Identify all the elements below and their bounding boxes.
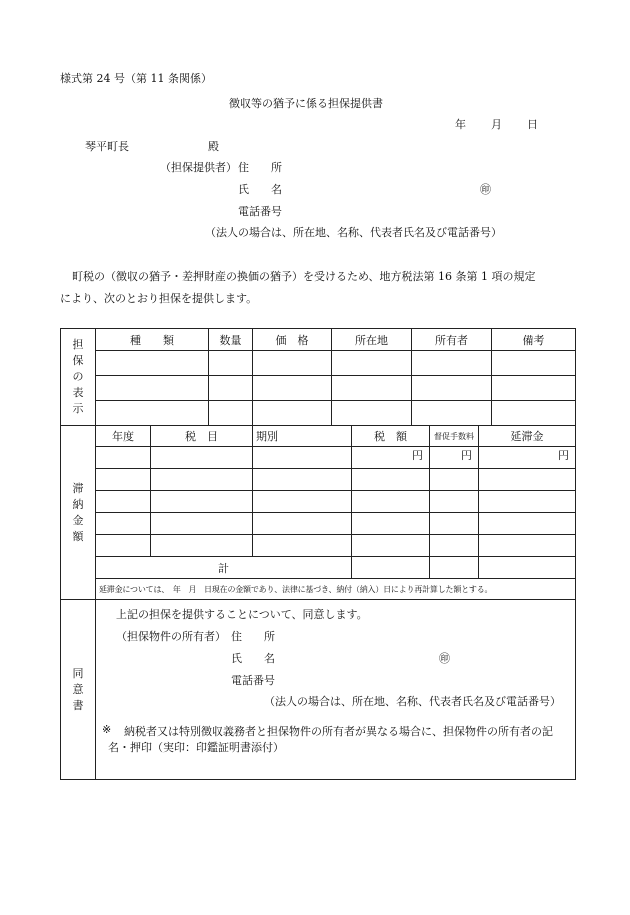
cell-total-tax-amount[interactable] xyxy=(352,557,430,579)
cell-period[interactable] xyxy=(253,491,352,513)
remark-line-1: 納税者又は特別徴収義務者と担保物件の所有者が異なる場合に、担保物件の所有者の記 xyxy=(124,725,553,738)
collateral-row xyxy=(61,351,576,376)
consent-body xyxy=(96,600,576,780)
cell-late-fee[interactable] xyxy=(479,469,576,491)
consent-statement: 上記の担保を提供することについて、同意します。 xyxy=(116,608,368,621)
owner-phone-label: 電話番号 xyxy=(231,674,275,687)
cell-location[interactable] xyxy=(332,401,412,426)
cell-tax-item[interactable] xyxy=(151,513,253,535)
cell-demand-fee[interactable] xyxy=(430,491,479,513)
cell-fiscal-year[interactable] xyxy=(96,469,151,491)
provider-name-label: 氏 名 xyxy=(238,183,282,196)
cell-tax-item[interactable] xyxy=(151,447,253,469)
total-label: 計 xyxy=(96,557,352,579)
cell-tax-item[interactable] xyxy=(151,535,253,557)
cell-period[interactable] xyxy=(253,469,352,491)
cell-tax-amount[interactable] xyxy=(352,491,430,513)
cell-kind[interactable] xyxy=(96,376,209,401)
honorific: 殿 xyxy=(208,140,219,153)
cell-demand-fee[interactable] xyxy=(430,535,479,557)
cell-total-demand-fee[interactable] xyxy=(430,557,479,579)
cell-price[interactable] xyxy=(253,351,332,376)
cell-quantity[interactable] xyxy=(209,376,253,401)
arrears-row xyxy=(61,469,576,491)
arrears-row xyxy=(61,491,576,513)
late-fee-note: 延滞金については、 年 月 日現在の金額であり、法律に基づき、納付（納入）日により再計算した額とする。 xyxy=(96,579,576,600)
yen-unit: 円 xyxy=(461,449,472,462)
arrears-note-row xyxy=(61,579,576,600)
cell-remarks[interactable] xyxy=(492,351,576,376)
collateral-row xyxy=(61,376,576,401)
cell-tax-amount[interactable] xyxy=(352,447,430,469)
cell-tax-item[interactable] xyxy=(151,469,253,491)
cell-price[interactable] xyxy=(253,401,332,426)
cell-demand-fee[interactable] xyxy=(430,447,479,469)
cell-location[interactable] xyxy=(332,351,412,376)
addressee: 琴平町長 xyxy=(85,140,129,153)
cell-demand-fee[interactable] xyxy=(430,469,479,491)
col-quantity: 数量 xyxy=(209,329,253,351)
cell-tax-amount[interactable] xyxy=(352,535,430,557)
date-year: 年 xyxy=(455,118,466,131)
cell-period[interactable] xyxy=(253,513,352,535)
cell-kind[interactable] xyxy=(96,401,209,426)
cell-tax-amount[interactable] xyxy=(352,513,430,535)
cell-tax-item[interactable] xyxy=(151,491,253,513)
cell-fiscal-year[interactable] xyxy=(96,491,151,513)
col-location: 所在地 xyxy=(332,329,412,351)
date-day: 日 xyxy=(527,118,538,131)
cell-late-fee[interactable] xyxy=(479,513,576,535)
col-remarks: 備考 xyxy=(492,329,576,351)
owner-name-label: 氏 名 xyxy=(231,652,275,665)
col-demand-fee: 督促手数料 xyxy=(430,426,479,447)
collateral-header-row xyxy=(61,329,576,351)
arrears-header-row xyxy=(61,426,576,447)
cell-late-fee[interactable] xyxy=(479,447,576,469)
date-month: 月 xyxy=(491,118,502,131)
cell-owner[interactable] xyxy=(412,376,492,401)
cell-location[interactable] xyxy=(332,376,412,401)
provider-phone-label: 電話番号 xyxy=(238,205,282,218)
cell-demand-fee[interactable] xyxy=(430,513,479,535)
col-period: 期別 xyxy=(253,426,352,447)
col-fiscal-year: 年度 xyxy=(96,426,151,447)
cell-fiscal-year[interactable] xyxy=(96,513,151,535)
col-price: 価 格 xyxy=(253,329,332,351)
owner-address-label: 住 所 xyxy=(231,630,275,643)
cell-remarks[interactable] xyxy=(492,376,576,401)
form-number: 様式第 24 号（第 11 条関係） xyxy=(60,72,212,85)
arrears-row xyxy=(61,535,576,557)
consent-section-label: 同 意 書 xyxy=(61,600,96,780)
provider-seal: ㊞ xyxy=(480,183,491,196)
consent-row xyxy=(61,600,576,780)
cell-price[interactable] xyxy=(253,376,332,401)
col-late-fee: 延滞金 xyxy=(479,426,576,447)
collateral-form-table xyxy=(60,328,576,780)
yen-unit: 円 xyxy=(558,449,570,462)
provider-corp-note: （法人の場合は、所在地、名称、代表者氏名及び電話番号） xyxy=(205,226,502,239)
cell-period[interactable] xyxy=(253,447,352,469)
cell-late-fee[interactable] xyxy=(479,535,576,557)
cell-tax-amount[interactable] xyxy=(352,469,430,491)
owner-role: （担保物件の所有者） xyxy=(116,630,226,643)
document-title: 徴収等の猶予に係る担保提供書 xyxy=(229,97,383,110)
cell-fiscal-year[interactable] xyxy=(96,535,151,557)
owner-corp-note: （法人の場合は、所在地、名称、代表者氏名及び電話番号） xyxy=(264,695,561,708)
col-tax-item: 税 目 xyxy=(151,426,253,447)
cell-owner[interactable] xyxy=(412,401,492,426)
owner-seal: ㊞ xyxy=(439,652,450,665)
cell-remarks[interactable] xyxy=(492,401,576,426)
intro-line-2: により、次のとおり担保を提供します。 xyxy=(60,292,258,305)
remark-mark: ※ xyxy=(102,723,112,736)
cell-total-late-fee[interactable] xyxy=(479,557,576,579)
cell-fiscal-year[interactable] xyxy=(96,447,151,469)
cell-owner[interactable] xyxy=(412,351,492,376)
cell-quantity[interactable] xyxy=(209,401,253,426)
collateral-section-label: 担 保 の 表 示 xyxy=(61,329,96,426)
cell-quantity[interactable] xyxy=(209,351,253,376)
cell-kind[interactable] xyxy=(96,351,209,376)
col-kind: 種 類 xyxy=(96,329,209,351)
yen-unit: 円 xyxy=(412,449,423,462)
arrears-row xyxy=(61,447,576,469)
arrears-row xyxy=(61,513,576,535)
provider-address-label: 住 所 xyxy=(238,161,282,174)
col-owner: 所有者 xyxy=(412,329,492,351)
provider-role: （担保提供者） xyxy=(160,161,237,174)
cell-period[interactable] xyxy=(253,535,352,557)
arrears-total-row xyxy=(61,557,576,579)
col-tax-amount: 税 額 xyxy=(352,426,430,447)
remark-line-2: 名・押印（実印：印鑑証明書添付） xyxy=(108,741,284,754)
collateral-row xyxy=(61,401,576,426)
arrears-section-label: 滞 納 金 額 xyxy=(61,426,96,600)
intro-line-1: 町税の（徴収の猶予・差押財産の換価の猶予）を受けるため、地方税法第 16 条第 1 項の規定 xyxy=(72,270,536,283)
cell-late-fee[interactable] xyxy=(479,491,576,513)
